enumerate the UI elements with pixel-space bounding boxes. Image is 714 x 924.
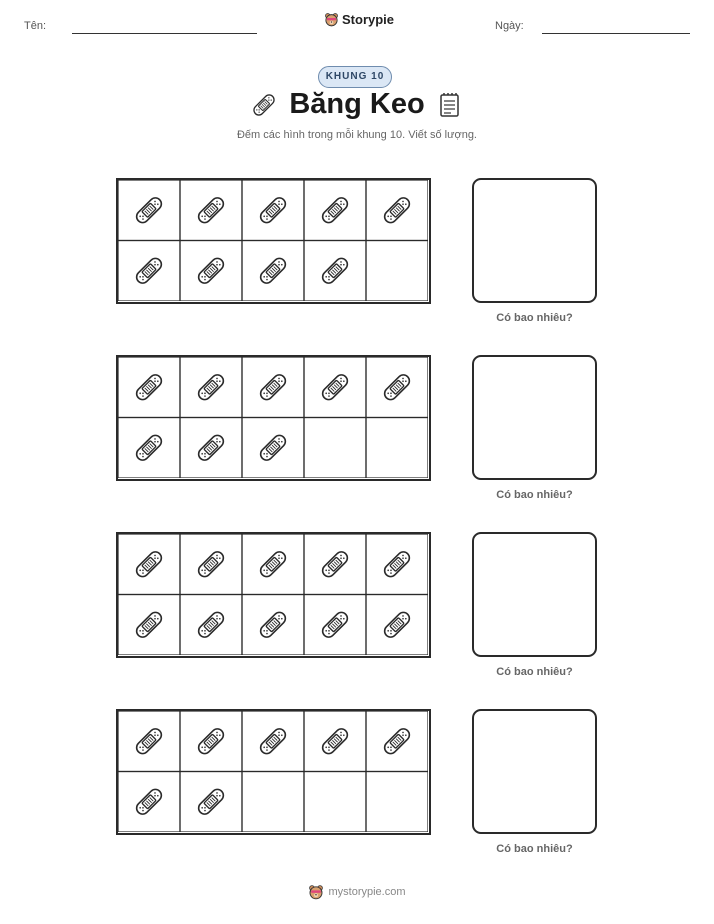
ten-frame-2 [116, 355, 431, 481]
bandage-icon [196, 787, 226, 817]
bandage-icon [382, 372, 412, 402]
bandage-icon [134, 256, 164, 286]
bandage-icon [196, 372, 226, 402]
brand-name: Storypie [342, 12, 395, 27]
bandage-icon [196, 549, 226, 579]
date-label: Ngày: [495, 20, 524, 32]
bandage-icon [196, 256, 226, 286]
bandage-icon [382, 195, 412, 225]
bandage-icon [258, 610, 288, 640]
ten-frame-4 [116, 709, 431, 835]
question-label-1: Có bao nhiêu? [496, 312, 573, 324]
page-title: Băng Keo [289, 88, 425, 120]
bandage-icon [134, 787, 164, 817]
bear-logo-icon [308, 884, 324, 900]
bandage-icon [134, 610, 164, 640]
frame-cell [242, 772, 304, 833]
date-line[interactable] [542, 33, 690, 34]
name-line[interactable] [72, 33, 257, 34]
frame-cell [304, 418, 366, 479]
bandage-icon [320, 726, 350, 756]
bandage-icon [134, 433, 164, 463]
bandage-icon [258, 195, 288, 225]
bandage-icon [382, 726, 412, 756]
bandage-icon [134, 372, 164, 402]
bandage-icon [196, 726, 226, 756]
footer-url[interactable]: mystorypie.com [328, 886, 406, 898]
bandage-icon [196, 195, 226, 225]
frame-cell [366, 772, 428, 833]
brand-logo [324, 12, 394, 27]
answer-box-2[interactable] [472, 355, 597, 480]
notepad-icon [437, 92, 463, 118]
bandage-icon [258, 433, 288, 463]
instructions: Đếm các hình trong mỗi khung 10. Viết số lượng. [236, 129, 477, 141]
bandage-icon [320, 549, 350, 579]
bandage-icon [320, 610, 350, 640]
bandage-icon [258, 726, 288, 756]
name-label: Tên: [24, 20, 47, 32]
bandage-icon [258, 256, 288, 286]
bandage-icon [320, 256, 350, 286]
question-label-4: Có bao nhiêu? [496, 843, 573, 855]
question-label-2: Có bao nhiêu? [496, 489, 573, 501]
frame-cell [366, 241, 428, 302]
ten-frame-grid [118, 180, 428, 301]
ten-frame-grid [118, 711, 428, 832]
ten-frame-grid [118, 357, 428, 478]
bandage-icon [134, 726, 164, 756]
question-label-3: Có bao nhiêu? [496, 666, 573, 678]
bandage-icon [382, 610, 412, 640]
ten-frame-grid [118, 534, 428, 655]
bandage-icon [258, 549, 288, 579]
bandage-icon [134, 549, 164, 579]
footer [0, 884, 714, 900]
bandage-icon [382, 549, 412, 579]
bandage-icon [258, 372, 288, 402]
bandage-icon [196, 610, 226, 640]
bandage-icon [320, 372, 350, 402]
bandage-icon [196, 433, 226, 463]
ten-frame-3 [116, 532, 431, 658]
frame-badge: KHUNG 10 [318, 66, 392, 88]
frame-cell [366, 418, 428, 479]
frame-cell [304, 772, 366, 833]
bandage-icon [134, 195, 164, 225]
bear-logo-icon [324, 12, 339, 27]
ten-frame-1 [116, 178, 431, 304]
bandage-icon [320, 195, 350, 225]
answer-box-4[interactable] [472, 709, 597, 834]
answer-box-1[interactable] [472, 178, 597, 303]
answer-box-3[interactable] [472, 532, 597, 657]
